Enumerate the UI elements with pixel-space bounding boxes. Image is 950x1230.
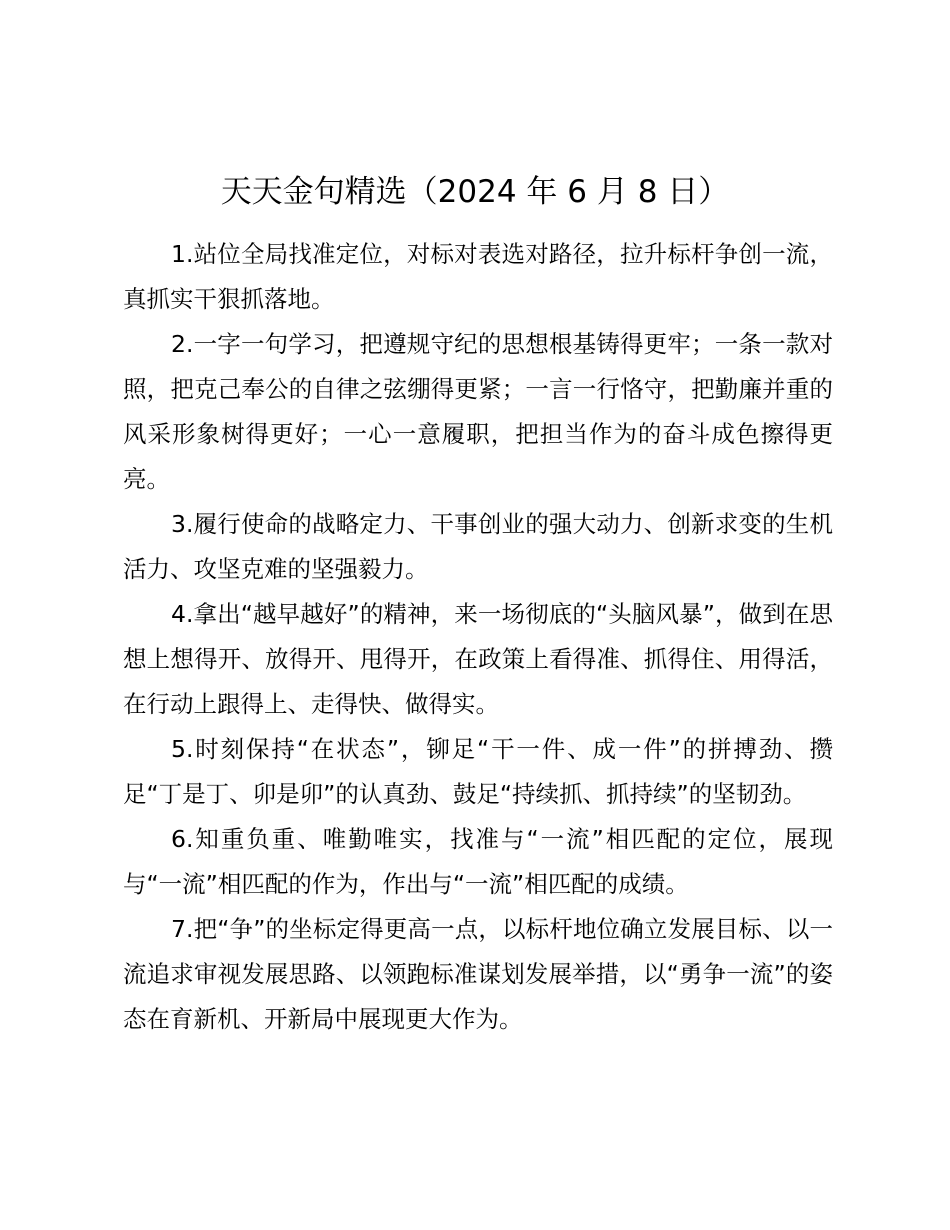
paragraph-6: 6.知重负重、唯勤唯实，找准与“一流”相匹配的定位，展现与“一流”相匹配的作为，作出与“一流”相匹配的成绩。 xyxy=(123,825,833,898)
paragraph-4: 4.拿出“越早越好”的精神，来一场彻底的“头脑风暴”，做到在思想上想得开、放得开、甩得开，在政策上看得准、抓得住、用得活，在行动上跟得上、走得快、做得实。 xyxy=(123,600,833,718)
paragraph-5: 5.时刻保持“在状态”，铆足“干一件、成一件”的拼搏劲、攒足“丁是丁、卯是卯”的认真劲、鼓足“持续抓、抓持续”的坚韧劲。 xyxy=(123,735,833,808)
paragraph-7: 7.把“争”的坐标定得更高一点，以标杆地位确立发展目标、以一流追求审视发展思路、以领跑标准谋划发展举措，以“勇争一流”的姿态在育新机、开新局中展现更大作为。 xyxy=(123,915,833,1033)
paragraph-3: 3.履行使命的战略定力、干事创业的强大动力、创新求变的生机活力、攻坚克难的坚强毅力。 xyxy=(123,510,833,583)
document-body xyxy=(123,232,833,1042)
document-title: 天天金句精选（2024 年 6 月 8 日） xyxy=(220,174,730,210)
paragraph-2: 2.一字一句学习，把遵规守纪的思想根基铸得更牢；一条一款对照，把克己奉公的自律之弦绷得更紧；一言一行恪守，把勤廉并重的风采形象树得更好；一心一意履职，把担当作为的奋斗成色擦得更亮。 xyxy=(123,330,833,493)
paragraph-1: 1.站位全局找准定位，对标对表选对路径，拉升标杆争创一流，真抓实干狠抓落地。 xyxy=(123,240,833,313)
